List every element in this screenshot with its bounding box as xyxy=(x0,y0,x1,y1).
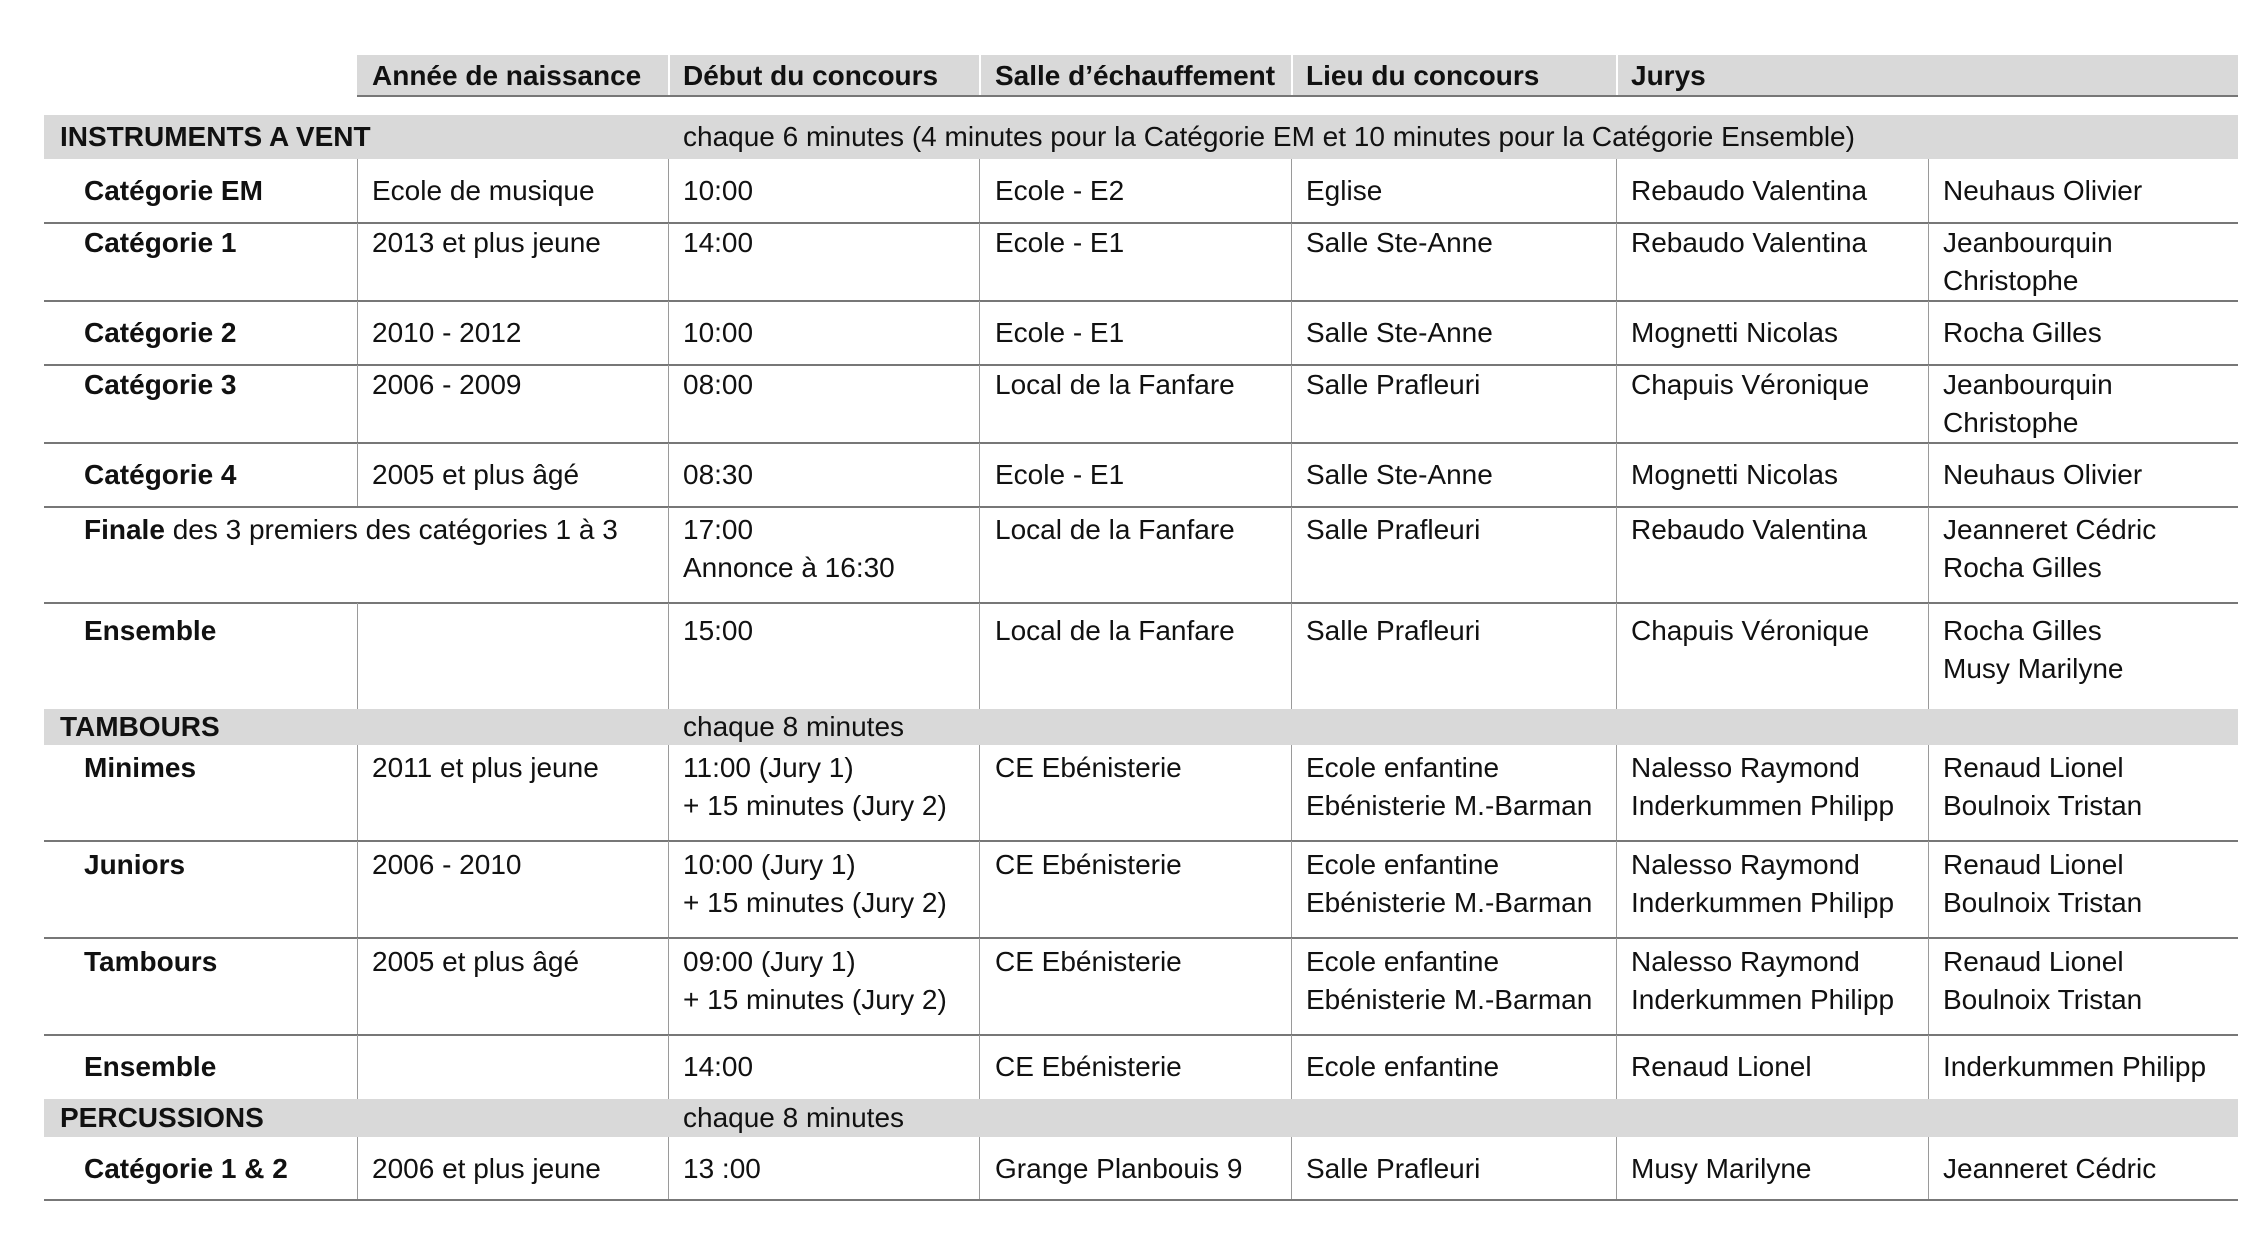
contest-venue: Salle Prafleuri xyxy=(1306,514,1481,545)
jury-member: Boulnoix Tristan xyxy=(1943,790,2143,821)
birth-year: Ecole de musique xyxy=(372,175,595,206)
category-name xyxy=(84,511,618,549)
start-time: 10:00 xyxy=(683,175,754,206)
column-divider xyxy=(1616,938,1617,1035)
jury-member: Christophe xyxy=(1943,265,2079,296)
column-divider xyxy=(668,841,669,938)
jury-member: Chapuis Véronique xyxy=(1631,369,1870,400)
birth-year: 2010 - 2012 xyxy=(372,317,522,348)
contest-venue: Ebénisterie M.-Barman xyxy=(1306,790,1593,821)
column-divider xyxy=(668,159,669,223)
column-divider xyxy=(1928,443,1929,507)
jury-member: Inderkummen Philipp xyxy=(1631,887,1895,918)
column-divider xyxy=(979,365,980,443)
header-divider xyxy=(979,55,981,95)
column-header: Salle d’échauffement xyxy=(995,60,1276,91)
jury-member: Boulnoix Tristan xyxy=(1943,984,2143,1015)
category-label: Catégorie 2 xyxy=(84,317,237,348)
contest-venue: Salle Ste-Anne xyxy=(1306,227,1493,258)
category-label: Ensemble xyxy=(84,615,217,646)
row-divider xyxy=(44,840,2238,842)
column-divider xyxy=(1616,1035,1617,1099)
birth-year: 2011 et plus jeune xyxy=(372,752,599,783)
section-title: PERCUSSIONS xyxy=(60,1102,264,1133)
start-time: 17:00 xyxy=(683,514,754,545)
column-divider xyxy=(1928,301,1929,365)
category-name xyxy=(84,366,237,404)
row-divider xyxy=(44,1199,2238,1201)
category-name xyxy=(84,456,237,494)
birth-year: 2013 et plus jeune xyxy=(372,227,601,258)
category-label-suffix: des 3 premiers des catégories 1 à 3 xyxy=(164,514,618,545)
jury-member: Mognetti Nicolas xyxy=(1631,317,1838,348)
start-time: 10:00 xyxy=(683,317,754,348)
warmup-room: CE Ebénisterie xyxy=(995,946,1182,977)
jury-member: Mognetti Nicolas xyxy=(1631,459,1838,490)
jury-member: Neuhaus Olivier xyxy=(1943,459,2143,490)
column-divider xyxy=(979,1035,980,1099)
section-title: INSTRUMENTS A VENT xyxy=(60,121,371,152)
start-time: Annonce à 16:30 xyxy=(683,552,895,583)
category-name xyxy=(84,749,196,787)
column-divider xyxy=(1616,507,1617,603)
section-band xyxy=(44,709,2238,745)
section-title: TAMBOURS xyxy=(60,711,220,742)
category-label: Catégorie 1 & 2 xyxy=(84,1153,288,1184)
jury-member: Christophe xyxy=(1943,407,2079,438)
column-divider xyxy=(668,1137,669,1200)
column-divider xyxy=(1928,159,1929,223)
section-band xyxy=(44,1099,2238,1137)
header-divider xyxy=(1291,55,1293,95)
column-divider xyxy=(979,603,980,709)
jury-member: Renaud Lionel xyxy=(1943,946,2124,977)
contest-venue: Ecole enfantine xyxy=(1306,752,1500,783)
column-divider xyxy=(357,301,358,365)
category-label: Ensemble xyxy=(84,1051,217,1082)
jury-member: Inderkummen Philipp xyxy=(1631,984,1895,1015)
column-divider xyxy=(979,159,980,223)
warmup-room: Local de la Fanfare xyxy=(995,514,1235,545)
column-divider xyxy=(357,365,358,443)
jury-member: Jeanbourquin xyxy=(1943,227,2113,258)
column-divider xyxy=(1928,1137,1929,1200)
contest-venue: Ecole enfantine xyxy=(1306,1051,1500,1082)
jury-member: Musy Marilyne xyxy=(1631,1153,1812,1184)
jury-member: Inderkummen Philipp xyxy=(1631,790,1895,821)
contest-venue: Salle Ste-Anne xyxy=(1306,459,1493,490)
category-label: Tambours xyxy=(84,946,218,977)
category-label: Catégorie 1 xyxy=(84,227,237,258)
jury-member: Rebaudo Valentina xyxy=(1631,227,1868,258)
row-divider xyxy=(44,1034,2238,1036)
column-divider xyxy=(1616,745,1617,841)
start-time: 08:30 xyxy=(683,459,754,490)
contest-venue: Salle Prafleuri xyxy=(1306,1153,1481,1184)
column-divider xyxy=(357,603,358,709)
column-divider xyxy=(1616,365,1617,443)
column-divider xyxy=(668,507,669,603)
column-divider xyxy=(1616,443,1617,507)
start-time: + 15 minutes (Jury 2) xyxy=(683,887,947,918)
contest-venue: Salle Ste-Anne xyxy=(1306,317,1493,348)
start-time: + 15 minutes (Jury 2) xyxy=(683,790,947,821)
row-divider xyxy=(44,506,2238,508)
warmup-room: CE Ebénisterie xyxy=(995,752,1182,783)
column-divider xyxy=(1616,301,1617,365)
category-label: Catégorie 4 xyxy=(84,459,237,490)
birth-year: 2005 et plus âgé xyxy=(372,459,580,490)
column-divider xyxy=(357,938,358,1035)
jury-member: Jeanneret Cédric xyxy=(1943,514,2157,545)
category-name xyxy=(84,172,263,210)
category-label: Catégorie 3 xyxy=(84,369,237,400)
column-header: Début du concours xyxy=(683,60,939,91)
column-divider xyxy=(1928,745,1929,841)
category-name xyxy=(84,943,217,981)
column-divider xyxy=(1291,301,1292,365)
column-divider xyxy=(1291,603,1292,709)
jury-member: Rebaudo Valentina xyxy=(1631,514,1868,545)
warmup-room: Ecole - E1 xyxy=(995,317,1125,348)
start-time: 14:00 xyxy=(683,1051,754,1082)
column-divider xyxy=(1928,841,1929,938)
start-time: + 15 minutes (Jury 2) xyxy=(683,984,947,1015)
column-divider xyxy=(979,745,980,841)
header-underline xyxy=(357,95,2238,97)
column-divider xyxy=(1928,1035,1929,1099)
jury-member: Rocha Gilles xyxy=(1943,552,2102,583)
column-divider xyxy=(979,1137,980,1200)
jury-member: Rocha Gilles xyxy=(1943,317,2102,348)
column-header: Année de naissance xyxy=(372,60,642,91)
column-divider xyxy=(1616,1137,1617,1200)
jury-member: Nalesso Raymond xyxy=(1631,752,1860,783)
row-divider xyxy=(44,442,2238,444)
column-divider xyxy=(979,301,980,365)
category-label: Juniors xyxy=(84,849,186,880)
column-divider xyxy=(668,603,669,709)
jury-member: Nalesso Raymond xyxy=(1631,946,1860,977)
section-note: chaque 6 minutes (4 minutes pour la Catégorie EM et 10 minutes pour la Catégorie Ensemble) xyxy=(683,121,1855,152)
column-divider xyxy=(1291,443,1292,507)
column-divider xyxy=(357,443,358,507)
warmup-room: Ecole - E1 xyxy=(995,459,1125,490)
jury-member: Rebaudo Valentina xyxy=(1631,175,1868,206)
column-divider xyxy=(1291,223,1292,301)
column-divider xyxy=(668,938,669,1035)
category-name xyxy=(84,846,185,884)
category-name xyxy=(84,224,237,262)
column-divider xyxy=(1291,159,1292,223)
jury-member: Renaud Lionel xyxy=(1943,849,2124,880)
column-divider xyxy=(1928,938,1929,1035)
start-time: 08:00 xyxy=(683,369,754,400)
contest-venue: Salle Prafleuri xyxy=(1306,369,1481,400)
category-label: Catégorie EM xyxy=(84,175,263,206)
contest-venue: Ebénisterie M.-Barman xyxy=(1306,984,1593,1015)
column-divider xyxy=(357,745,358,841)
birth-year: 2006 - 2009 xyxy=(372,369,522,400)
category-name xyxy=(84,314,237,352)
category-label: Minimes xyxy=(84,752,197,783)
column-divider xyxy=(979,841,980,938)
start-time: 10:00 (Jury 1) xyxy=(683,849,856,880)
header-divider xyxy=(1616,55,1618,95)
column-divider xyxy=(1616,223,1617,301)
row-divider xyxy=(44,937,2238,939)
column-header: Jurys xyxy=(1631,60,1706,91)
jury-member: Jeanbourquin xyxy=(1943,369,2113,400)
jury-member: Renaud Lionel xyxy=(1631,1051,1812,1082)
column-divider xyxy=(1928,365,1929,443)
contest-venue: Eglise xyxy=(1306,175,1383,206)
column-divider xyxy=(1928,603,1929,709)
column-divider xyxy=(1616,603,1617,709)
category-name xyxy=(84,1048,216,1086)
start-time: 14:00 xyxy=(683,227,754,258)
start-time: 13 :00 xyxy=(683,1153,761,1184)
column-divider xyxy=(1928,507,1929,603)
column-divider xyxy=(668,745,669,841)
category-label: Finale xyxy=(84,514,165,545)
birth-year: 2005 et plus âgé xyxy=(372,946,580,977)
jury-member: Chapuis Véronique xyxy=(1631,615,1870,646)
warmup-room: Ecole - E1 xyxy=(995,227,1125,258)
jury-member: Jeanneret Cédric xyxy=(1943,1153,2157,1184)
column-divider xyxy=(357,1137,358,1200)
column-divider xyxy=(1291,745,1292,841)
warmup-room: Local de la Fanfare xyxy=(995,615,1235,646)
column-header: Lieu du concours xyxy=(1306,60,1540,91)
column-divider xyxy=(668,1035,669,1099)
jury-member: Musy Marilyne xyxy=(1943,653,2124,684)
start-time: 09:00 (Jury 1) xyxy=(683,946,856,977)
column-divider xyxy=(357,841,358,938)
jury-member: Inderkummen Philipp xyxy=(1943,1051,2207,1082)
birth-year: 2006 - 2010 xyxy=(372,849,522,880)
jury-member: Renaud Lionel xyxy=(1943,752,2124,783)
warmup-room: CE Ebénisterie xyxy=(995,1051,1182,1082)
warmup-room: CE Ebénisterie xyxy=(995,849,1182,880)
jury-member: Rocha Gilles xyxy=(1943,615,2102,646)
column-divider xyxy=(668,443,669,507)
section-note: chaque 8 minutes xyxy=(683,1102,905,1133)
column-divider xyxy=(668,301,669,365)
column-divider xyxy=(1291,365,1292,443)
row-divider xyxy=(44,300,2238,302)
column-divider xyxy=(357,159,358,223)
header-divider xyxy=(668,55,670,95)
column-divider xyxy=(1291,507,1292,603)
column-divider xyxy=(1291,841,1292,938)
warmup-room: Ecole - E2 xyxy=(995,175,1125,206)
start-time: 15:00 xyxy=(683,615,754,646)
column-divider xyxy=(1291,938,1292,1035)
row-divider xyxy=(44,602,2238,604)
jury-member: Boulnoix Tristan xyxy=(1943,887,2143,918)
warmup-room: Grange Planbouis 9 xyxy=(995,1153,1243,1184)
jury-member: Neuhaus Olivier xyxy=(1943,175,2143,206)
warmup-room: Local de la Fanfare xyxy=(995,369,1235,400)
column-divider xyxy=(668,365,669,443)
category-name xyxy=(84,1150,288,1188)
birth-year: 2006 et plus jeune xyxy=(372,1153,601,1184)
column-divider xyxy=(357,223,358,301)
column-divider xyxy=(1928,223,1929,301)
column-divider xyxy=(979,443,980,507)
column-divider xyxy=(979,938,980,1035)
contest-venue: Ecole enfantine xyxy=(1306,849,1500,880)
contest-venue: Salle Prafleuri xyxy=(1306,615,1481,646)
jury-member: Nalesso Raymond xyxy=(1631,849,1860,880)
column-divider xyxy=(668,223,669,301)
column-divider xyxy=(1616,159,1617,223)
column-divider xyxy=(979,223,980,301)
column-divider xyxy=(1291,1137,1292,1200)
category-name xyxy=(84,612,216,650)
contest-venue: Ebénisterie M.-Barman xyxy=(1306,887,1593,918)
start-time: 11:00 (Jury 1) xyxy=(683,752,854,783)
section-note: chaque 8 minutes xyxy=(683,711,905,742)
column-divider xyxy=(979,507,980,603)
contest-venue: Ecole enfantine xyxy=(1306,946,1500,977)
column-divider xyxy=(357,1035,358,1099)
column-divider xyxy=(1291,1035,1292,1099)
column-divider xyxy=(1616,841,1617,938)
